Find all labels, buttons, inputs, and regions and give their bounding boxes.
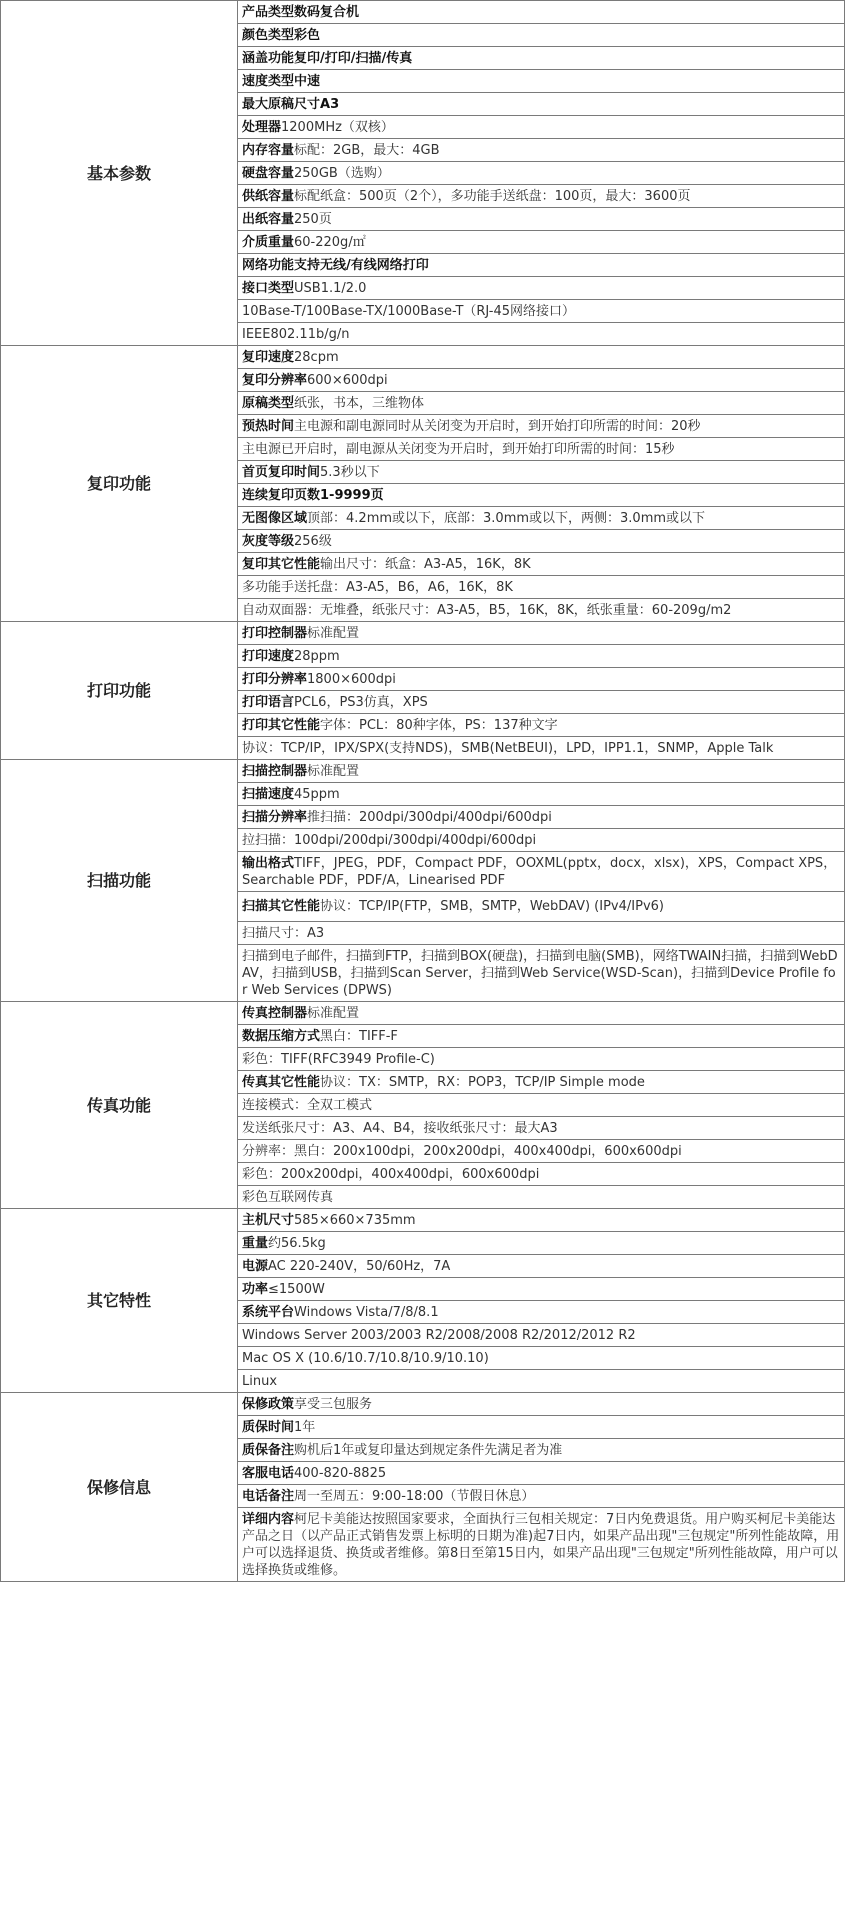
spec-value-cell bbox=[238, 277, 845, 300]
spec-value: Linux bbox=[242, 1373, 278, 1389]
spec-value-cell bbox=[238, 1370, 845, 1393]
spec-value-cell bbox=[238, 185, 845, 208]
spec-label: 产品类型 bbox=[242, 4, 295, 20]
spec-value-cell bbox=[238, 93, 845, 116]
spec-label: 硬盘容量 bbox=[242, 165, 295, 181]
spec-row bbox=[1, 1002, 845, 1025]
spec-label: 系统平台 bbox=[242, 1304, 295, 1320]
spec-label: 最大原稿尺寸 bbox=[242, 96, 321, 112]
spec-label: 网络功能 bbox=[242, 257, 295, 273]
spec-label: 传真其它性能 bbox=[242, 1074, 321, 1090]
spec-value-cell bbox=[238, 346, 845, 369]
spec-value: 标配纸盒：500页（2个），多功能手送纸盘：100页，最大：3600页 bbox=[294, 188, 691, 204]
spec-value: 扫描尺寸：A3 bbox=[242, 925, 325, 941]
spec-value-cell bbox=[238, 323, 845, 346]
spec-row bbox=[1, 1393, 845, 1416]
spec-value: 标准配置 bbox=[307, 1005, 360, 1021]
spec-label: 质保时间 bbox=[242, 1419, 295, 1435]
spec-value: 5.3秒以下 bbox=[320, 464, 380, 480]
spec-label: 扫描速度 bbox=[242, 786, 295, 802]
spec-value-cell bbox=[238, 945, 845, 1002]
spec-label: 详细内容 bbox=[242, 1511, 295, 1527]
spec-value: 享受三包服务 bbox=[294, 1396, 373, 1412]
spec-row bbox=[1, 1209, 845, 1232]
section-title: 复印功能 bbox=[1, 346, 238, 622]
section-title: 其它特性 bbox=[1, 1209, 238, 1393]
spec-label: 打印控制器 bbox=[242, 625, 308, 641]
spec-value: 中速 bbox=[294, 73, 321, 89]
spec-value-cell bbox=[238, 392, 845, 415]
spec-value: ≤1500W bbox=[268, 1281, 325, 1297]
spec-value: 拉扫描：100dpi/200dpi/300dpi/400dpi/600dpi bbox=[242, 832, 537, 848]
section-title: 基本参数 bbox=[1, 1, 238, 346]
spec-label: 复印速度 bbox=[242, 349, 295, 365]
spec-value-cell bbox=[238, 1439, 845, 1462]
spec-value: 彩色互联网传真 bbox=[242, 1189, 334, 1205]
spec-value-cell bbox=[238, 1255, 845, 1278]
spec-value: 标配：2GB，最大：4GB bbox=[294, 142, 440, 158]
spec-row bbox=[1, 1, 845, 24]
spec-value-cell bbox=[238, 208, 845, 231]
spec-label: 连续复印页数 bbox=[242, 487, 321, 503]
section-title: 扫描功能 bbox=[1, 760, 238, 1002]
spec-label: 打印语言 bbox=[242, 694, 295, 710]
spec-value: AC 220-240V，50/60Hz，7A bbox=[268, 1258, 451, 1274]
spec-value: 黑白：TIFF-F bbox=[320, 1028, 398, 1044]
spec-value-cell bbox=[238, 1071, 845, 1094]
spec-value: 发送纸张尺寸：A3、A4、B4，接收纸张尺寸：最大A3 bbox=[242, 1120, 558, 1136]
spec-value-cell bbox=[238, 1393, 845, 1416]
spec-value-cell bbox=[238, 1, 845, 24]
spec-value-cell bbox=[238, 806, 845, 829]
spec-value: Mac OS X (10.6/10.7/10.8/10.9/10.10) bbox=[242, 1350, 489, 1366]
spec-value-cell bbox=[238, 116, 845, 139]
spec-label: 处理器 bbox=[242, 119, 282, 135]
spec-label: 扫描其它性能 bbox=[242, 899, 321, 914]
spec-value-cell bbox=[238, 1301, 845, 1324]
spec-value: 柯尼卡美能达按照国家要求，全面执行三包相关规定：7日内免费退货。用户购买柯尼卡美能达产品之日（以产品正式销售发票上标明的日期为准)起7日内，如果产品出现"三包规定"所列性能故障，用户可以选择退货、换货或者维修。第8日至第15日内，如果产品出现"三包规定"所列性能故障，用户可以选择换货或维修。 bbox=[242, 1511, 840, 1578]
spec-value: 多功能手送托盘：A3-A5，B6，A6，16K，8K bbox=[242, 579, 513, 595]
spec-label: 主机尺寸 bbox=[242, 1212, 295, 1228]
spec-value: 协议：TX：SMTP，RX：POP3，TCP/IP Simple mode bbox=[320, 1074, 645, 1090]
spec-label: 供纸容量 bbox=[242, 188, 295, 204]
spec-label: 预热时间 bbox=[242, 418, 295, 434]
section-title: 打印功能 bbox=[1, 622, 238, 760]
spec-label: 颜色类型 bbox=[242, 27, 295, 43]
section-title: 传真功能 bbox=[1, 1002, 238, 1209]
spec-label: 输出格式 bbox=[242, 855, 295, 871]
spec-value: PCL6，PS3仿真，XPS bbox=[294, 694, 428, 710]
spec-value: 1年 bbox=[294, 1419, 316, 1435]
spec-value-cell bbox=[238, 507, 845, 530]
spec-value: 分辨率：黑白：200x100dpi，200x200dpi，400x400dpi，600x600dpi bbox=[242, 1143, 682, 1159]
spec-label: 客服电话 bbox=[242, 1465, 295, 1481]
spec-label: 传真控制器 bbox=[242, 1005, 308, 1021]
spec-label: 原稿类型 bbox=[242, 395, 295, 411]
spec-value: 45ppm bbox=[294, 786, 340, 802]
spec-value: 256级 bbox=[294, 533, 332, 549]
spec-label: 扫描控制器 bbox=[242, 763, 308, 779]
spec-value: 扫描到电子邮件，扫描到FTP，扫描到BOX(硬盘)，扫描到电脑(SMB)，网络TWAIN扫描，扫描到WebDAV，扫描到USB，扫描到Scan Server，扫描到Web Service(WSD-Scan)，扫描到Device Profile for Web Services (DPWS) bbox=[242, 948, 838, 998]
spec-value-cell bbox=[238, 47, 845, 70]
spec-value: 585×660×735mm bbox=[294, 1212, 416, 1228]
spec-value-cell bbox=[238, 714, 845, 737]
spec-label: 数据压缩方式 bbox=[242, 1028, 321, 1044]
spec-value: 购机后1年或复印量达到规定条件先满足者为准 bbox=[294, 1442, 563, 1458]
spec-value-cell bbox=[238, 300, 845, 323]
spec-value: 支持无线/有线网络打印 bbox=[294, 257, 429, 273]
spec-label: 质保备注 bbox=[242, 1442, 295, 1458]
spec-value: USB1.1/2.0 bbox=[294, 280, 367, 296]
spec-value-cell bbox=[238, 691, 845, 714]
spec-value: 标准配置 bbox=[307, 763, 360, 779]
spec-value-cell bbox=[238, 622, 845, 645]
spec-value: 自动双面器：无堆叠，纸张尺寸：A3-A5，B5，16K，8K，纸张重量：60-209g/m2 bbox=[242, 602, 732, 618]
spec-label: 复印其它性能 bbox=[242, 556, 321, 572]
spec-label: 打印其它性能 bbox=[242, 717, 321, 733]
spec-value-cell bbox=[238, 553, 845, 576]
spec-value-cell bbox=[238, 139, 845, 162]
spec-label: 出纸容量 bbox=[242, 211, 295, 227]
spec-value: 主电源和副电源同时从关闭变为开启时，到开始打印所需的时间：20秒 bbox=[294, 418, 701, 434]
spec-value-cell bbox=[238, 1347, 845, 1370]
spec-value-cell bbox=[238, 530, 845, 553]
spec-value: 协议：TCP/IP(FTP，SMB，SMTP，WebDAV) (IPv4/IPv6) bbox=[320, 899, 664, 914]
spec-value: 60-220g/㎡ bbox=[294, 234, 366, 250]
spec-value-cell bbox=[238, 231, 845, 254]
spec-label: 涵盖功能 bbox=[242, 50, 295, 66]
spec-value-cell bbox=[238, 1462, 845, 1485]
spec-value-cell bbox=[238, 1278, 845, 1301]
spec-label: 无图像区域 bbox=[242, 510, 308, 526]
spec-label: 打印分辨率 bbox=[242, 671, 308, 687]
spec-value-cell bbox=[238, 70, 845, 93]
spec-value: 10Base-T/100Base-TX/1000Base-T（RJ-45网络接口） bbox=[242, 303, 576, 319]
spec-value: TIFF，JPEG，PDF，Compact PDF，OOXML(pptx，docx，xlsx)，XPS，Compact XPS，Searchable PDF，PDF/A，Linearised PDF bbox=[242, 855, 837, 888]
spec-label: 扫描分辨率 bbox=[242, 809, 308, 825]
spec-label: 介质重量 bbox=[242, 234, 295, 250]
spec-value: 推扫描：200dpi/300dpi/400dpi/600dpi bbox=[307, 809, 552, 825]
spec-value: 主电源已开启时，副电源从关闭变为开启时，到开始打印所需的时间：15秒 bbox=[242, 441, 675, 457]
spec-value: 彩色 bbox=[294, 27, 321, 43]
spec-value: IEEE802.11b/g/n bbox=[242, 326, 350, 342]
spec-value-cell bbox=[238, 760, 845, 783]
spec-label: 灰度等级 bbox=[242, 533, 295, 549]
spec-label: 功率 bbox=[242, 1281, 269, 1297]
spec-value: 协议：TCP/IP，IPX/SPX(支持NDS)，SMB(NetBEUI)，LPD，IPP1.1，SNMP，Apple Talk bbox=[242, 740, 774, 756]
spec-value-cell bbox=[238, 783, 845, 806]
spec-value: 1-9999页 bbox=[320, 487, 384, 503]
spec-row bbox=[1, 622, 845, 645]
spec-value-cell bbox=[238, 1094, 845, 1117]
spec-value-cell bbox=[238, 922, 845, 945]
spec-value: 纸张，书本，三维物体 bbox=[294, 395, 425, 411]
spec-value-cell bbox=[238, 438, 845, 461]
spec-value: 1200MHz（双核） bbox=[281, 119, 394, 135]
spec-value: 彩色：200x200dpi，400x400dpi，600x600dpi bbox=[242, 1166, 540, 1182]
spec-value: Windows Server 2003/2003 R2/2008/2008 R2/2012/2012 R2 bbox=[242, 1327, 636, 1343]
spec-value-cell bbox=[238, 162, 845, 185]
spec-value-cell bbox=[238, 415, 845, 438]
spec-value-cell bbox=[238, 1232, 845, 1255]
spec-value: 数码复合机 bbox=[294, 4, 360, 20]
spec-value: 600×600dpi bbox=[307, 372, 388, 388]
spec-label: 首页复印时间 bbox=[242, 464, 321, 480]
spec-value-cell bbox=[238, 1324, 845, 1347]
spec-label: 接口类型 bbox=[242, 280, 295, 296]
spec-value: 250GB（选购） bbox=[294, 165, 390, 181]
spec-value: 1800×600dpi bbox=[307, 671, 396, 687]
spec-row bbox=[1, 760, 845, 783]
spec-label: 电话备注 bbox=[242, 1488, 295, 1504]
spec-value-cell bbox=[238, 892, 845, 922]
spec-label: 保修政策 bbox=[242, 1396, 295, 1412]
spec-value: 400-820-8825 bbox=[294, 1465, 387, 1481]
spec-value: 字体：PCL：80种字体，PS：137种文字 bbox=[320, 717, 558, 733]
spec-value: 28ppm bbox=[294, 648, 340, 664]
spec-value-cell bbox=[238, 1209, 845, 1232]
section-title: 保修信息 bbox=[1, 1393, 238, 1582]
spec-label: 重量 bbox=[242, 1235, 269, 1251]
spec-value-cell bbox=[238, 1508, 845, 1582]
spec-value-cell bbox=[238, 645, 845, 668]
spec-value-cell bbox=[238, 1140, 845, 1163]
spec-value-cell bbox=[238, 1485, 845, 1508]
spec-value: Windows Vista/7/8/8.1 bbox=[294, 1304, 439, 1320]
spec-value: 复印/打印/扫描/传真 bbox=[294, 50, 413, 66]
spec-value-cell bbox=[238, 1416, 845, 1439]
spec-value-cell bbox=[238, 369, 845, 392]
spec-value-cell bbox=[238, 852, 845, 892]
spec-value: 标准配置 bbox=[307, 625, 360, 641]
spec-value-cell bbox=[238, 1025, 845, 1048]
spec-value-cell bbox=[238, 599, 845, 622]
spec-label: 打印速度 bbox=[242, 648, 295, 664]
spec-value-cell bbox=[238, 484, 845, 507]
spec-value: A3 bbox=[320, 96, 340, 112]
spec-value-cell bbox=[238, 461, 845, 484]
spec-value-cell bbox=[238, 668, 845, 691]
spec-value-cell bbox=[238, 737, 845, 760]
spec-value: 28cpm bbox=[294, 349, 339, 365]
spec-value: 连接模式：全双工模式 bbox=[242, 1097, 373, 1113]
spec-value: 约56.5kg bbox=[268, 1235, 326, 1251]
spec-label: 电源 bbox=[242, 1258, 269, 1274]
spec-value-cell bbox=[238, 24, 845, 47]
spec-value-cell bbox=[238, 1117, 845, 1140]
spec-value: 250页 bbox=[294, 211, 332, 227]
spec-label: 复印分辨率 bbox=[242, 372, 308, 388]
spec-value: 彩色：TIFF(RFC3949 Profile-C) bbox=[242, 1051, 435, 1067]
spec-value-cell bbox=[238, 1048, 845, 1071]
spec-value: 顶部：4.2mm或以下，底部：3.0mm或以下，两侧：3.0mm或以下 bbox=[307, 510, 706, 526]
spec-value-cell bbox=[238, 829, 845, 852]
spec-value-cell bbox=[238, 1186, 845, 1209]
spec-value: 输出尺寸：纸盒：A3-A5，16K，8K bbox=[320, 556, 531, 572]
spec-value-cell bbox=[238, 254, 845, 277]
spec-value-cell bbox=[238, 1163, 845, 1186]
spec-label: 内存容量 bbox=[242, 142, 295, 158]
spec-row bbox=[1, 346, 845, 369]
spec-label: 速度类型 bbox=[242, 73, 295, 89]
spec-value-cell bbox=[238, 1002, 845, 1025]
spec-value-cell bbox=[238, 576, 845, 599]
spec-table-body bbox=[1, 1, 845, 1582]
spec-value: 周一至周五：9:00-18:00（节假日休息） bbox=[294, 1488, 535, 1504]
